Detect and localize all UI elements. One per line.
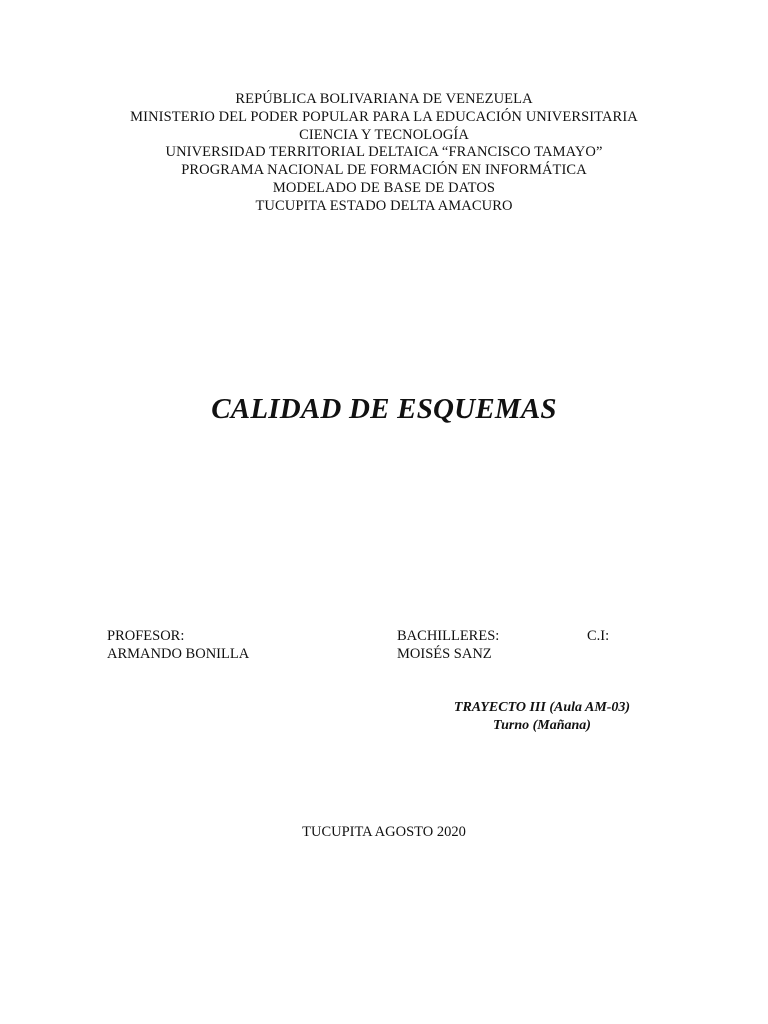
header-line-ministry: MINISTERIO DEL PODER POPULAR PARA LA EDUCACIÓN UNIVERSITARIA bbox=[130, 108, 638, 125]
header-line-university: UNIVERSIDAD TERRITORIAL DELTAICA “FRANCISCO TAMAYO” bbox=[165, 144, 603, 161]
header-line-program: PROGRAMA NACIONAL DE FORMACIÓN EN INFORMÁTICA bbox=[181, 162, 587, 179]
header-line-science: CIENCIA Y TECNOLOGÍA bbox=[299, 126, 469, 143]
header-line-subject: MODELADO DE BASE DE DATOS bbox=[272, 179, 496, 196]
bachiller-name: MOISÉS SANZ bbox=[397, 646, 492, 662]
institution-header bbox=[0, 91, 768, 216]
header-line-country: REPÚBLICA BOLIVARIANA DE VENEZUELA bbox=[235, 91, 533, 107]
header-line-location: TUCUPITA ESTADO DELTA AMACURO bbox=[255, 197, 513, 214]
trayecto-line: TRAYECTO III (Aula AM-03) bbox=[453, 700, 631, 715]
trayecto-block bbox=[440, 699, 644, 735]
profesor-name: ARMANDO BONILLA bbox=[107, 646, 250, 662]
ci-label: C.I: bbox=[587, 628, 610, 644]
profesor-label: PROFESOR: bbox=[107, 628, 185, 644]
turno-line: Turno (Mañana) bbox=[493, 718, 591, 733]
footer-date: TUCUPITA AGOSTO 2020 bbox=[302, 824, 466, 840]
document-title: CALIDAD DE ESQUEMAS bbox=[211, 393, 557, 425]
bachilleres-label: BACHILLERES: bbox=[397, 628, 500, 644]
